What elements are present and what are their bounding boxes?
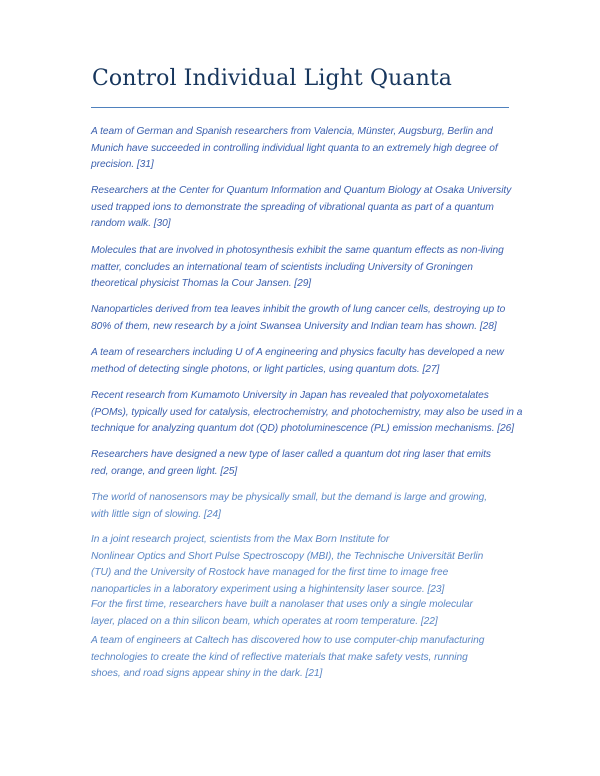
paragraph-line: Nanoparticles derived from tea leaves inhibit the growth of lung cancer cells, destroying up to [91,304,506,315]
paragraph-line: (POMs), typically used for catalysis, electrochemistry, and photochemistry, may also be used in a [91,406,523,418]
paragraph-line: random walk. [30] [91,218,171,229]
paragraph-line: red, orange, and green light. [25] [91,465,238,477]
title-underline [91,107,509,108]
paragraph-line: A team of German and Spanish researchers from Valencia, Münster, Augsburg, Berlin and [91,126,493,137]
paragraph-line: The world of nanosensors may be physically small, but the demand is large and growing, [91,492,488,503]
abstract-paragraph-ref-22 [91,597,473,630]
paragraph-line: A team of engineers at Caltech has discovered how to use computer-chip manufacturing [91,635,485,646]
paragraph-line: A team of researchers including U of A engineering and physics faculty has developed a new [91,347,504,358]
paragraph-line: Researchers have designed a new type of laser called a quantum dot ring laser that emits [91,449,491,460]
paragraph-line: matter, concludes an international team of scientists including University of Groningen [91,261,473,273]
paragraph-line: with little sign of slowing. [24] [91,508,221,520]
abstract-paragraph-ref-31 [91,124,498,174]
abstract-paragraph-ref-21 [91,633,484,683]
abstract-paragraph-ref-23 [91,532,483,598]
paragraph-line: Researchers at the Center for Quantum Information and Quantum Biology at Osaka University [91,185,512,196]
abstract-paragraph-ref-30 [91,183,511,233]
paragraph-line: Recent research from Kumamoto University in Japan has revealed that polyoxometalates [91,390,489,401]
paragraph-line: layer, placed on a thin silicon beam, which operates at room temperature. [22] [91,615,438,627]
abstract-paragraph-ref-25 [91,447,491,480]
paragraph-line: nanoparticles in a laboratory experiment using a highintensity laser source. [23] [91,583,445,595]
paragraph-line: technique for analyzing quantum dot (QD) photoluminescence (PL) emission mechanisms. [26] [91,423,515,434]
abstract-paragraph-ref-27 [91,345,504,378]
paragraph-line: technologies to create the kind of reflective materials that make safety vests, running [91,651,468,663]
paragraph-line: 80% of them, new research by a joint Swansea University and Indian team has shown. [28] [91,320,497,332]
paragraph-line: (TU) and the University of Rostock have managed for the first time to image free [91,567,449,578]
abstract-paragraph-ref-28 [91,302,505,335]
paragraph-line: For the first time, researchers have built a nanolaser that uses only a single molecular [91,599,473,610]
paragraph-line: In a joint research project, scientists from the Max Born Institute for [91,534,390,545]
paragraph-line: Molecules that are involved in photosynthesis exhibit the same quantum effects as non-living [91,245,504,256]
paragraph-line: precision. [31] [91,159,154,170]
abstract-paragraph-ref-26 [91,388,522,438]
abstract-paragraph-ref-24 [91,490,487,523]
paragraph-line: theoretical physicist Thomas la Cour Jansen. [29] [91,278,312,289]
paragraph-line: Nonlinear Optics and Short Pulse Spectroscopy (MBI), the Technische Universität Berlin [91,550,484,562]
paragraph-line: used trapped ions to demonstrate the spreading of vibrational quanta as part of a quantum [91,201,494,213]
paragraph-line: Munich have succeeded in controlling individual light quanta to an extremely high degree of [91,142,498,154]
paragraph-line: shoes, and road signs appear shiny in the dark. [21] [91,668,323,679]
abstract-paragraph-ref-29 [91,243,504,293]
paragraph-line: method of detecting single photons, or light particles, using quantum dots. [27] [91,363,440,375]
page-title: Control Individual Light Quanta [92,66,452,91]
